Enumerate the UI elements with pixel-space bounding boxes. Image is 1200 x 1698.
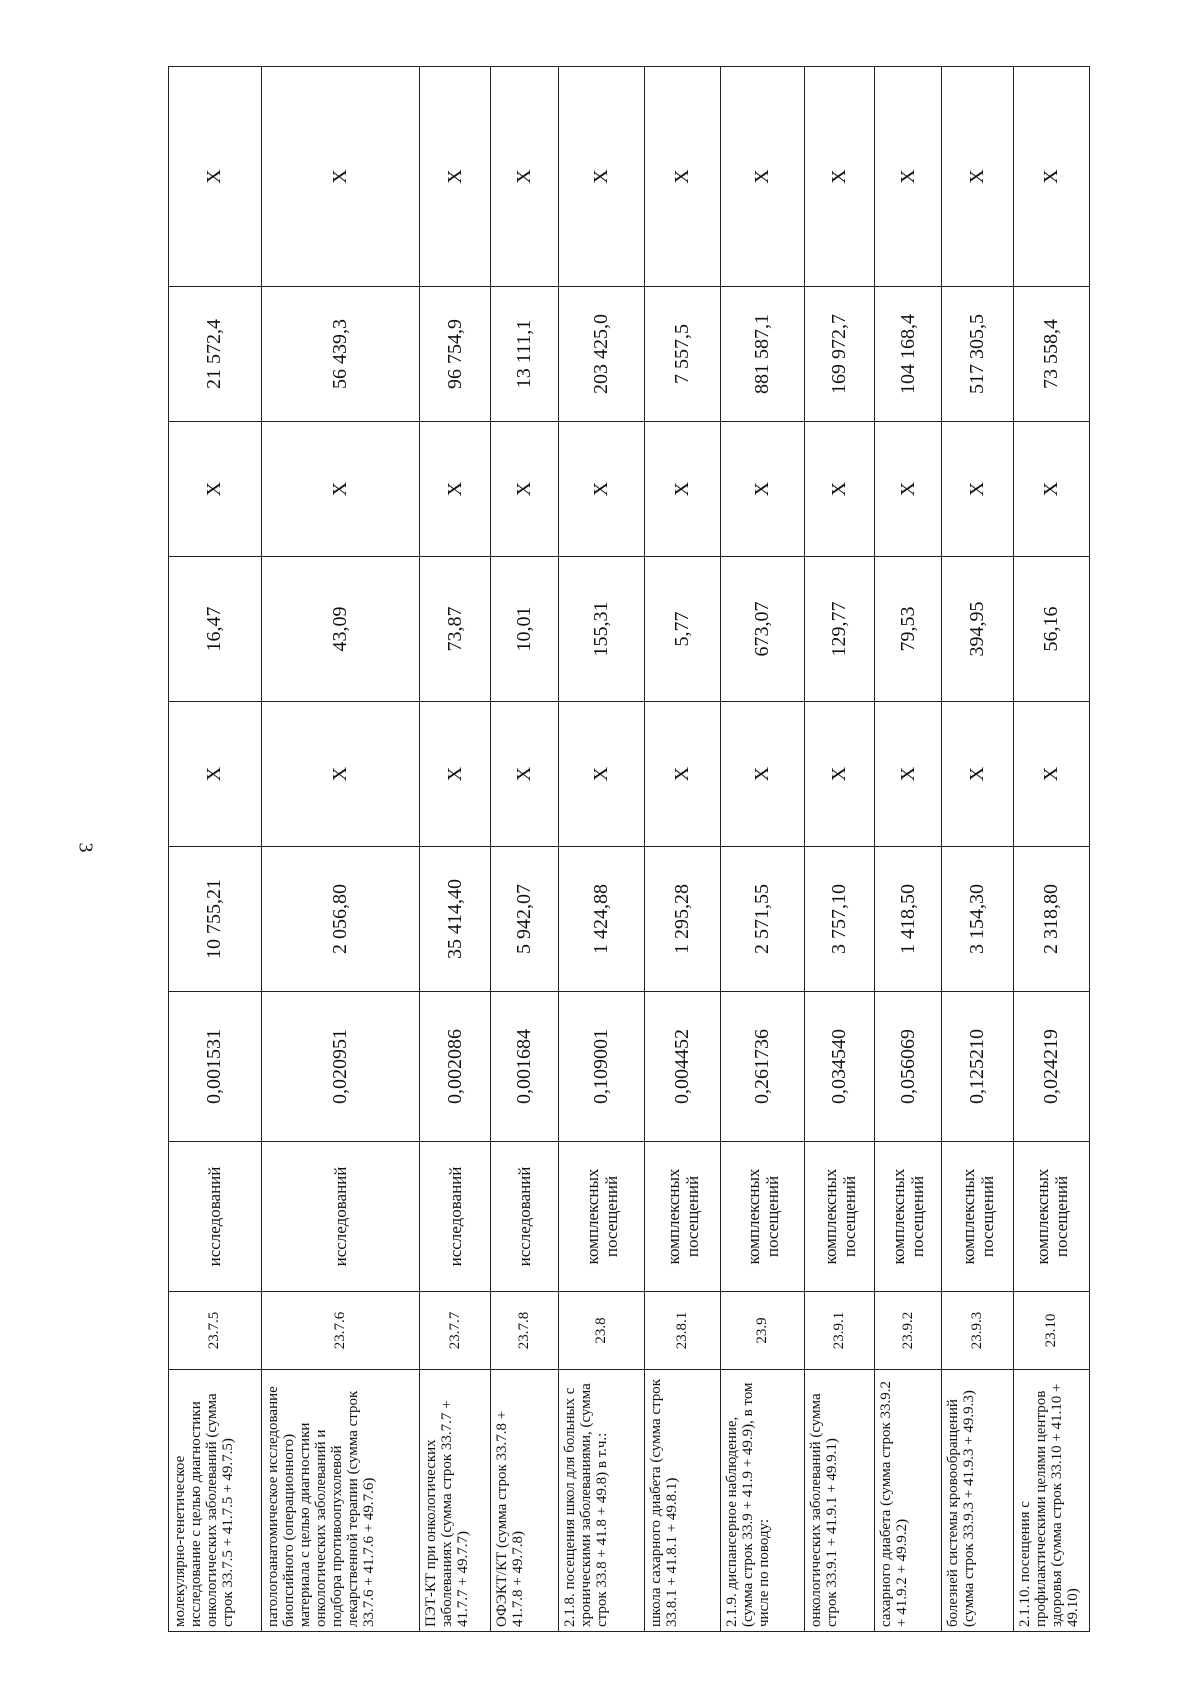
row-name: молекулярно-генетическое исследование с целью диагностики онкологических заболеваний (сумма строк 33.7.5 + 41.7.5 + 49.7.5) xyxy=(169,1370,262,1632)
row-norm: 0,024219 xyxy=(1014,992,1090,1142)
rotated-table-container xyxy=(168,67,1090,1632)
row-code: 23.8 xyxy=(558,1292,644,1370)
row-name: онкологических заболеваний (сумма строк 33.9.1 + 41.9.1 + 49.9.1) xyxy=(805,1370,875,1632)
row-cost: 2 056,80 xyxy=(261,847,419,992)
row-x3: X xyxy=(805,67,875,287)
row-cost: 35 414,40 xyxy=(419,847,491,992)
row-code: 23.9.2 xyxy=(874,1292,941,1370)
row-norm: 0,109001 xyxy=(558,992,644,1142)
row-total: 96 754,9 xyxy=(419,287,491,422)
row-x1: X xyxy=(874,702,941,847)
row-x3: X xyxy=(721,67,805,287)
row-code: 23.7.6 xyxy=(261,1292,419,1370)
row-name: 2.1.9. диспансерное наблюдение, (сумма строк 33.9 + 41.9 + 49.9), в том числе по поводу: xyxy=(721,1370,805,1632)
row-cost: 3 757,10 xyxy=(805,847,875,992)
row-code: 23.9 xyxy=(721,1292,805,1370)
row-x2: X xyxy=(558,422,644,557)
row-value: 5,77 xyxy=(645,557,721,702)
row-unit: исследований xyxy=(491,1142,558,1292)
row-total: 104 168,4 xyxy=(874,287,941,422)
row-total: 73 558,4 xyxy=(1014,287,1090,422)
row-code: 23.8.1 xyxy=(645,1292,721,1370)
table-row xyxy=(1014,67,1090,1632)
row-cost: 1 424,88 xyxy=(558,847,644,992)
row-x3: X xyxy=(491,67,558,287)
row-code: 23.9.1 xyxy=(805,1292,875,1370)
row-total: 203 425,0 xyxy=(558,287,644,422)
table-row xyxy=(805,67,875,1632)
row-name: ОФЭКТ/КТ (сумма строк 33.7.8 + 41.7.8 + 49.7.8) xyxy=(491,1370,558,1632)
row-cost: 2 318,80 xyxy=(1014,847,1090,992)
row-x1: X xyxy=(805,702,875,847)
row-unit: исследований xyxy=(261,1142,419,1292)
row-code: 23.7.8 xyxy=(491,1292,558,1370)
row-x3: X xyxy=(1014,67,1090,287)
row-x2: X xyxy=(419,422,491,557)
row-unit: комплексных посещений xyxy=(645,1142,721,1292)
row-value: 394,95 xyxy=(942,557,1014,702)
row-name: ПЭТ-КТ при онкологических заболеваниях (сумма строк 33.7.7 + 41.7.7 + 49.7.7) xyxy=(419,1370,491,1632)
row-value: 673,07 xyxy=(721,557,805,702)
row-x3: X xyxy=(645,67,721,287)
row-total: 881 587,1 xyxy=(721,287,805,422)
row-x2: X xyxy=(491,422,558,557)
row-value: 79,53 xyxy=(874,557,941,702)
row-x1: X xyxy=(491,702,558,847)
table-row xyxy=(874,67,941,1632)
row-code: 23.10 xyxy=(1014,1292,1090,1370)
row-x1: X xyxy=(169,702,262,847)
norms-table xyxy=(168,66,1090,1632)
table-row xyxy=(645,67,721,1632)
table-row xyxy=(261,67,419,1632)
row-value: 73,87 xyxy=(419,557,491,702)
row-total: 7 557,5 xyxy=(645,287,721,422)
row-norm: 0,001531 xyxy=(169,992,262,1142)
row-x2: X xyxy=(942,422,1014,557)
row-norm: 0,001684 xyxy=(491,992,558,1142)
row-x2: X xyxy=(1014,422,1090,557)
row-cost: 1 418,50 xyxy=(874,847,941,992)
row-total: 13 111,1 xyxy=(491,287,558,422)
row-cost: 1 295,28 xyxy=(645,847,721,992)
table-row xyxy=(942,67,1014,1632)
row-unit: комплексных посещений xyxy=(874,1142,941,1292)
row-value: 129,77 xyxy=(805,557,875,702)
row-norm: 0,002086 xyxy=(419,992,491,1142)
row-name: патологоанатомическое исследование биопсийного (операционного) материала с целью диагностики онкологических заболеваний и подбора противоопухолевой лекарственной терапии (сумма строк 33.7.6 + 41.7.6 + 49.7.6) xyxy=(261,1370,419,1632)
row-x3: X xyxy=(874,67,941,287)
table-row xyxy=(419,67,491,1632)
row-total: 169 972,7 xyxy=(805,287,875,422)
row-norm: 0,056069 xyxy=(874,992,941,1142)
row-total: 21 572,4 xyxy=(169,287,262,422)
row-norm: 0,261736 xyxy=(721,992,805,1142)
row-x2: X xyxy=(874,422,941,557)
row-total: 517 305,5 xyxy=(942,287,1014,422)
page-number: 3 xyxy=(74,842,97,853)
row-total: 56 439,3 xyxy=(261,287,419,422)
row-name: болезней системы кровообращений (сумма строк 33.9.3 + 41.9.3 + 49.9.3) xyxy=(942,1370,1014,1632)
row-name: сахарного диабета (сумма строк 33.9.2 + 41.9.2 + 49.9.2) xyxy=(874,1370,941,1632)
row-x3: X xyxy=(261,67,419,287)
row-value: 10,01 xyxy=(491,557,558,702)
row-unit: комплексных посещений xyxy=(558,1142,644,1292)
row-unit: комплексных посещений xyxy=(721,1142,805,1292)
row-x1: X xyxy=(419,702,491,847)
row-unit: комплексных посещений xyxy=(942,1142,1014,1292)
row-x3: X xyxy=(419,67,491,287)
row-unit: комплексных посещений xyxy=(805,1142,875,1292)
row-norm: 0,034540 xyxy=(805,992,875,1142)
row-value: 56,16 xyxy=(1014,557,1090,702)
row-x3: X xyxy=(169,67,262,287)
row-norm: 0,125210 xyxy=(942,992,1014,1142)
row-code: 23.7.5 xyxy=(169,1292,262,1370)
row-code: 23.9.3 xyxy=(942,1292,1014,1370)
row-x2: X xyxy=(169,422,262,557)
row-unit: комплексных посещений xyxy=(1014,1142,1090,1292)
table-row xyxy=(491,67,558,1632)
row-cost: 5 942,07 xyxy=(491,847,558,992)
row-x1: X xyxy=(261,702,419,847)
table-row xyxy=(558,67,644,1632)
row-x2: X xyxy=(645,422,721,557)
row-name: 2.1.10. посещения с профилактическими целями центров здоровья (сумма строк 33.10 + 41.10 + 49.10) xyxy=(1014,1370,1090,1632)
row-x3: X xyxy=(942,67,1014,287)
table-row xyxy=(721,67,805,1632)
row-norm: 0,020951 xyxy=(261,992,419,1142)
row-cost: 10 755,21 xyxy=(169,847,262,992)
table-row xyxy=(169,67,262,1632)
row-norm: 0,004452 xyxy=(645,992,721,1142)
row-cost: 2 571,55 xyxy=(721,847,805,992)
row-unit: исследований xyxy=(419,1142,491,1292)
row-value: 43,09 xyxy=(261,557,419,702)
row-x1: X xyxy=(558,702,644,847)
row-x3: X xyxy=(558,67,644,287)
row-unit: исследований xyxy=(169,1142,262,1292)
row-x1: X xyxy=(1014,702,1090,847)
row-x2: X xyxy=(721,422,805,557)
row-code: 23.7.7 xyxy=(419,1292,491,1370)
row-name: 2.1.8. посещения школ для больных с хроническими заболеваниями, (сумма строк 33.8 + 41.8 + 49.8) в т.ч.: xyxy=(558,1370,644,1632)
row-name: школа сахарного диабета (сумма строк 33.8.1 + 41.8.1 + 49.8.1) xyxy=(645,1370,721,1632)
row-value: 155,31 xyxy=(558,557,644,702)
row-x1: X xyxy=(942,702,1014,847)
row-cost: 3 154,30 xyxy=(942,847,1014,992)
row-value: 16,47 xyxy=(169,557,262,702)
row-x1: X xyxy=(721,702,805,847)
row-x2: X xyxy=(805,422,875,557)
row-x1: X xyxy=(645,702,721,847)
row-x2: X xyxy=(261,422,419,557)
